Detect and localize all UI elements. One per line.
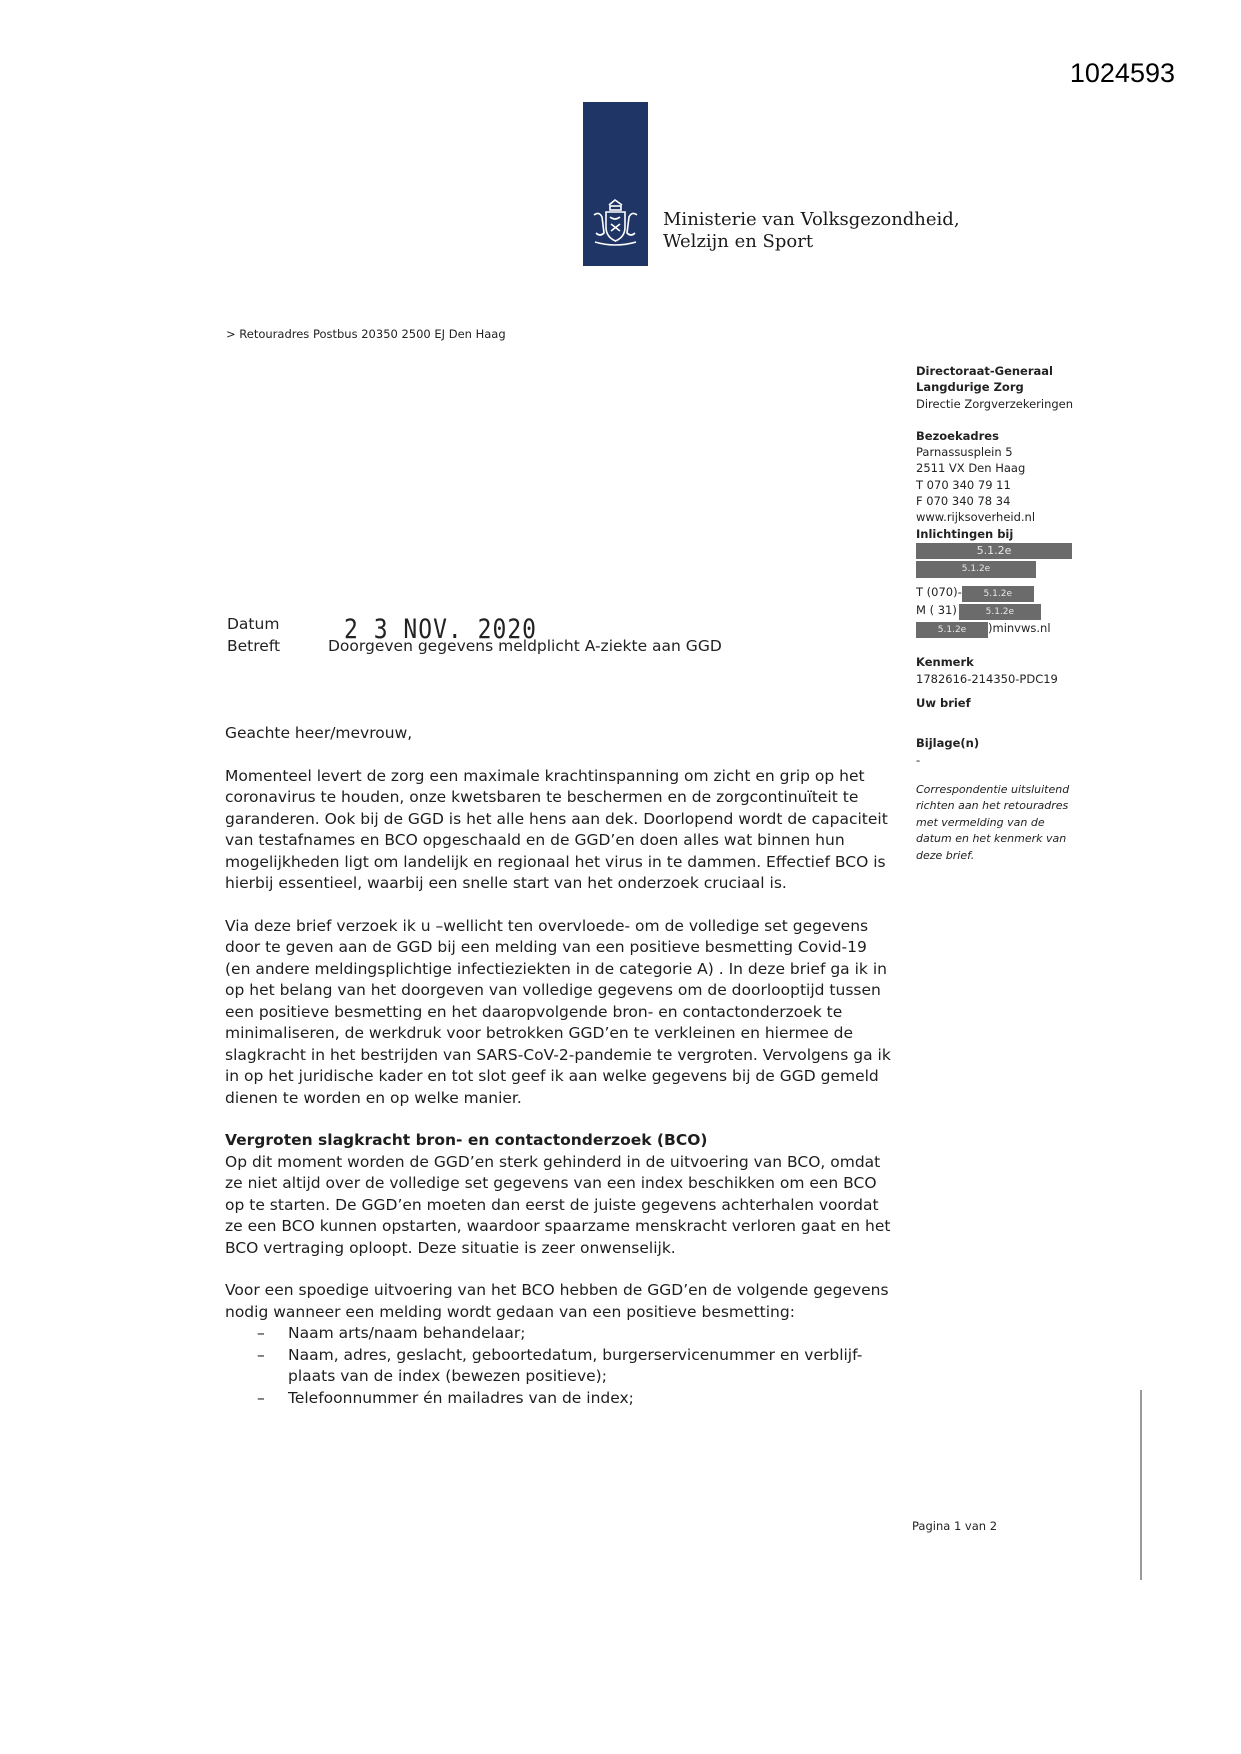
reference-value: 1782616-214350-PDC19 <box>916 671 1058 686</box>
email-suffix: )minvws.nl <box>988 621 1051 636</box>
redacted-function: 5.1.2e <box>916 561 1036 577</box>
paragraph-1: Momenteel levert de zorg een maximale krachtinspanning om zicht en grip op het coronavirus te houden, onze kwetsbaren te beschermen en de zorgcontinuïteit te garanderen. Ook bij de GGD is het alle hens aan dek. Doorlopend wordt de capaciteit van testafnames en BCO opgeschaald en de GGD’en doen alles wat binnen hun mogelijkheden ligt om landelijk en regionaal het virus in te dammen. Effectief BCO is hierbij essentieel, waarbij een snelle start van het onderzoek cruciaal is. <box>225 766 888 892</box>
visit-fax: F 070 340 78 34 <box>916 494 1011 509</box>
ministry-name <box>663 209 960 253</box>
document-number: 1024593 <box>1069 58 1175 88</box>
visit-city: 2511 VX Den Haag <box>916 461 1026 476</box>
note-line: deze brief. <box>916 848 975 862</box>
subject-label: Betreft <box>227 637 281 655</box>
return-address: > Retouradres Postbus 20350 2500 EJ Den Haag <box>226 327 506 341</box>
redacted-mobile: 5.1.2e <box>959 604 1041 620</box>
salutation: Geachte heer/mevrouw, <box>225 724 413 742</box>
ministry-logo-bar <box>583 102 648 266</box>
ministry-name-line2: Welzijn en Sport <box>663 231 814 252</box>
attachments-label: Bijlage(n) <box>916 736 980 751</box>
list-item: – Telefoonnummer én mailadres van de index; <box>225 1388 893 1410</box>
note-line: met vermelding van de <box>916 815 1045 829</box>
redacted-name: 5.1.2e <box>916 543 1072 559</box>
reference-label: Kenmerk <box>916 655 974 670</box>
date-stamp: 2 3 NOV. 2020 <box>344 615 538 645</box>
visit-phone: T 070 340 79 11 <box>916 477 1011 492</box>
paragraph-3: Op dit moment worden de GGD’en sterk gehinderd in de uitvoering van BCO, omdat ze niet altijd over de volledige set gegevens van een index beschikken om een BCO op te starten. De GGD’en moeten dan eerst de juiste gegevens achterhalen voordat ze een BCO kunnen opstarten, waardoor spaarzame menskracht verloren gaat en het BCO vertraging oploopt. Deze situatie is zeer onwenselijk. <box>225 1152 891 1257</box>
list-item: – Naam arts/naam behandelaar; <box>225 1323 893 1345</box>
page-number: Pagina 1 van 2 <box>912 1519 998 1533</box>
phone-prefix: T (070)- <box>916 584 962 599</box>
paragraph-4: Voor een spoedige uitvoering van het BCO hebben de GGD’en de volgende gegevens nodig wanneer een melding wordt gedaan van een positieve besmetting: <box>225 1281 889 1321</box>
required-data-list <box>225 1323 893 1409</box>
scan-edge-line <box>1140 1390 1142 1580</box>
subject-value: Doorgeven gegevens meldplicht A-ziekte aan GGD <box>328 637 722 655</box>
sidebar-contact-block <box>916 363 1096 864</box>
redacted-email: 5.1.2e <box>916 622 988 638</box>
visit-street: Parnassusplein 5 <box>916 445 1013 460</box>
directorate-line3: Directie Zorgverzekeringen <box>916 396 1074 411</box>
attachments-value: - <box>916 752 921 767</box>
paragraph-2: Via deze brief verzoek ik u –wellicht ten overvloede- om de volledige set gegevens door te geven aan de GGD bij een melding van een positieve besmetting Covid-19 (en andere meldingsplichtige infectieziekten in de categorie A) . In deze brief ga ik in op het belang van het doorgeven van volledige gegevens om de doorlooptijd tussen een positieve besmetting en het daaropvolgende bron- en contactonderzoek te minimaliseren, de werkdruk voor betrokken GGD’en te verkleinen en hiermee de slagkracht in het bestrijden van SARS-CoV-2-pandemie te vergroten. Vervolgens ga ik in op het juridische kader en tot slot geef ik aan welke gegevens bij de GGD gemeld dienen te worden en op welke manier. <box>225 916 891 1107</box>
note-line: Correspondentie uitsluitend <box>916 782 1070 796</box>
list-item: – Naam, adres, geslacht, geboortedatum, burgerservicenummer en verblijf-plaats van de index (bewezen positieve); <box>225 1345 893 1388</box>
mobile-prefix: M ( 31) <box>916 602 957 617</box>
visit-website: www.rijksoverheid.nl <box>916 510 1036 525</box>
coat-of-arms-icon <box>589 197 642 249</box>
note-line: datum en het kenmerk van <box>916 832 1067 846</box>
date-label: Datum <box>227 615 280 633</box>
your-letter-label: Uw brief <box>916 696 971 711</box>
visit-address-label: Bezoekadres <box>916 428 999 443</box>
note-line: richten aan het retouradres <box>916 799 1069 813</box>
directorate-line1: Directoraat-Generaal <box>916 364 1053 378</box>
redacted-phone: 5.1.2e <box>962 586 1034 602</box>
correspondence-note <box>916 782 1096 865</box>
ministry-name-line1: Ministerie van Volksgezondheid, <box>663 209 960 230</box>
directorate-line2: Langdurige Zorg <box>916 380 1024 395</box>
info-label: Inlichtingen bij <box>916 526 1014 541</box>
section-heading: Vergroten slagkracht bron- en contactonderzoek (BCO) <box>225 1131 708 1149</box>
letter-body <box>225 723 893 1409</box>
